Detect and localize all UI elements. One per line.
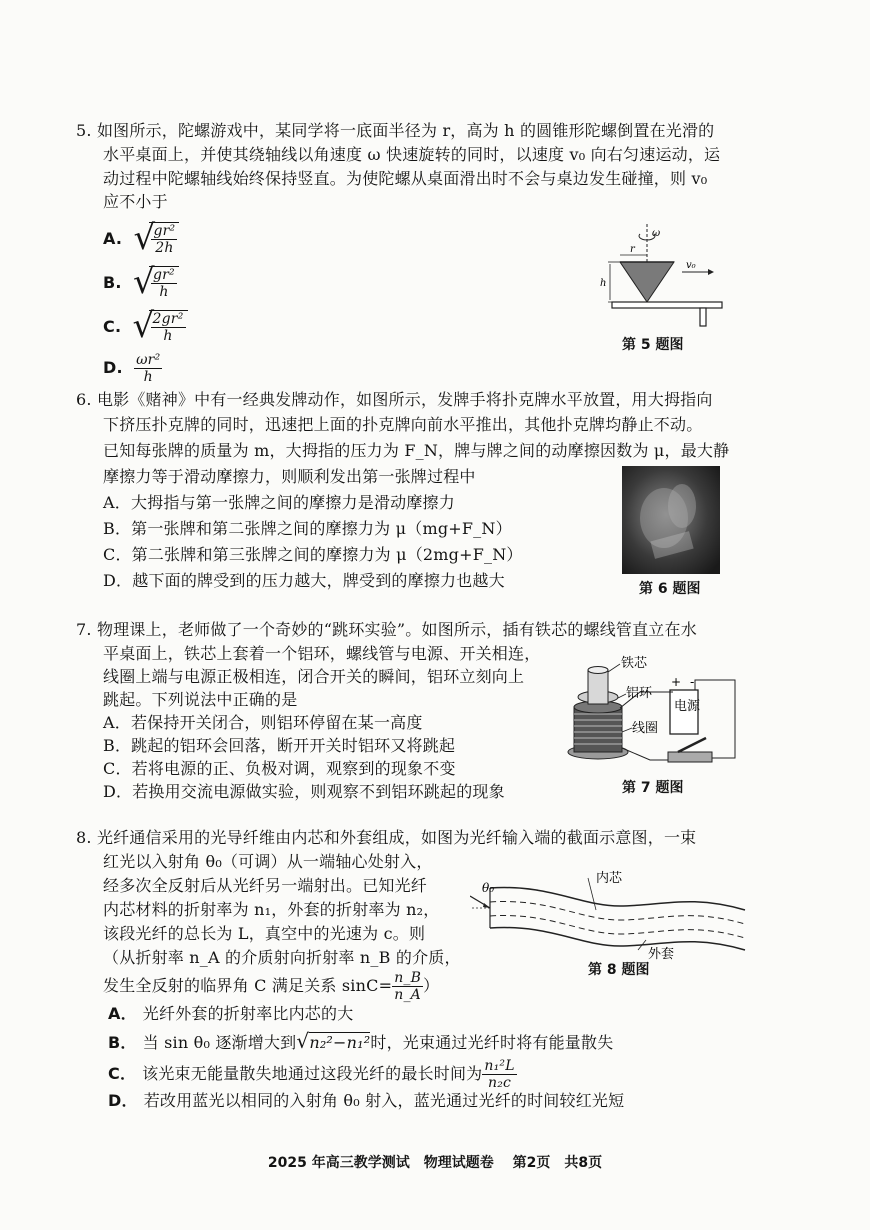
q5-fig-r: r [630,244,635,255]
q8-line-6: （从折射率 n_A 的介质射向折射率 n_B 的介质， [103,948,461,967]
q6-option-d: D．越下面的牌受到的压力越大，牌受到的摩擦力也越大 [103,571,505,590]
q7-line-1: 7. 物理课上，老师做了一个奇妙的“跳环实验”。如图所示，插有铁芯的螺线管直立在水 [76,620,697,639]
q7-fig-iron-core: 铁芯 [621,656,648,671]
q5-fig-omega: ω [652,228,661,239]
q5-line-1: 5. 如图所示，陀螺游戏中，某同学将一底面半径为 r，高为 h 的圆锥形陀螺倒置在光滑的 [76,121,715,140]
q7-fig-plus: + [671,675,682,689]
q8-fig-cladding: 外套 [648,947,675,962]
q5-option-c: C. √ $\frac{\text{2gr²}}{h}$ [103,310,188,344]
q6-option-c: C．第二张牌和第三张牌之间的摩擦力为 μ（2mg+F_N） [103,545,523,564]
q5-line-4: 应不小于 [103,192,168,211]
q8-option-b: B． 当 sin θ₀ 逐渐增大到√n₂²−n₁²时，光束通过光纤时将有能量散失 [108,1029,614,1053]
q8-line-5: 该段光纤的总长为 L，真空中的光速为 c。则 [103,924,426,943]
q7-fig-al-ring: 铝环 [626,686,653,701]
q5-option-b: B. √ $\frac{\text{gr²}}{h}$ [103,266,179,300]
q6-option-b: B．第一张牌和第二张牌之间的摩擦力为 μ（mg+F_N） [103,519,512,538]
q7-option-d: D．若换用交流电源做实验，则观察不到铝环跳起的现象 [103,782,505,801]
q5-figure [590,222,730,332]
q5-option-a: A. √ $\frac{\text{gr²}}{2h}$ [103,222,179,256]
q7-line-2: 平桌面上，铁芯上套着一个铝环，螺线管与电源、开关相连， [103,644,541,663]
q7-line-3: 线圈上端与电源正极相连，闭合开关的瞬间，铝环立刻向上 [103,667,525,686]
q7-fig-coil: 线圈 [632,721,659,736]
page-footer: 2025 年高三教学测试 物理试题卷 第2页 共8页 [267,1155,603,1171]
q8-fig-core: 内芯 [596,871,623,886]
q7-fig-power: 电源 [674,699,701,714]
q8-line-4: 内芯材料的折射率为 n₁，外套的折射率为 n₂， [103,900,440,919]
q7-figure [560,652,750,770]
q5-line-2: 水平桌面上，并使其绕轴线以角速度 ω 快速旋转的同时，以速度 v₀ 向右匀速运动，运 [103,145,721,164]
q6-line-4: 摩擦力等于滑动摩擦力，则顺利发出第一张牌过程中 [103,467,476,486]
q7-fig-minus: - [690,675,695,689]
q5-fig-v0: v₀ [686,260,696,271]
q6-caption: 第 6 题图 [639,581,701,597]
q8-fig-theta: θ₀ [482,881,495,895]
q8-line-3: 经多次全反射后从光纤另一端射出。已知光纤 [103,876,428,895]
q5-option-d: D. $\frac{\text{ωr²}}{h}$ [103,352,161,385]
q6-option-a: A．大拇指与第一张牌之间的摩擦力是滑动摩擦力 [103,493,455,512]
q7-caption: 第 7 题图 [622,780,684,796]
q6-line-3: 已知每张牌的质量为 m，大拇指的压力为 F_N，牌与牌之间的动摩擦因数为 μ，最大静 [103,441,730,460]
q7-option-c: C．若将电源的正、负极对调，观察到的现象不变 [103,759,456,778]
q8-option-c: C． 该光束无能量散失地通过这段光纤的最长时间为 $\frac{\text{n₁²L}}{\text{n₂c}}$ [108,1058,515,1091]
q8-line-2: 红光以入射角 θ₀（可调）从一端轴心处射入， [103,852,433,871]
q7-option-b: B．跳起的铝环会回落，断开开关时铝环又将跳起 [103,736,456,755]
q6-line-1: 6. 电影《赌神》中有一经典发牌动作，如图所示，发牌手将扑克牌水平放置，用大拇指向 [76,390,713,409]
q5-caption: 第 5 题图 [622,337,684,353]
q8-line-7: 发生全反射的临界角 C 满足关系 sinC= $\frac{n\_B}{n\_A}$ ） [103,970,440,1003]
q8-option-d: D． 若改用蓝光以相同的入射角 θ₀ 射入，蓝光通过光纤的时间较红光短 [108,1091,625,1110]
q8-caption: 第 8 题图 [588,962,650,978]
q7-option-a: A．若保持开关闭合，则铝环停留在某一高度 [103,713,423,732]
q6-line-2: 下挤压扑克牌的同时，迅速把上面的扑克牌向前水平推出，其他扑克牌均静止不动。 [103,415,703,434]
q8-option-a: A． 光纤外套的折射率比内芯的大 [108,1004,354,1023]
q6-photo [622,466,720,574]
q7-line-4: 跳起。下列说法中正确的是 [103,690,298,709]
q5-fig-h: h [600,278,607,289]
q5-line-3: 动过程中陀螺轴线始终保持竖直。为使陀螺从桌面滑出时不会与桌边发生碰撞，则 v₀ [103,169,708,188]
q8-line-1: 8. 光纤通信采用的光导纤维由内芯和外套组成，如图为光纤输入端的截面示意图，一束 [76,828,697,847]
q8-figure [470,866,760,966]
